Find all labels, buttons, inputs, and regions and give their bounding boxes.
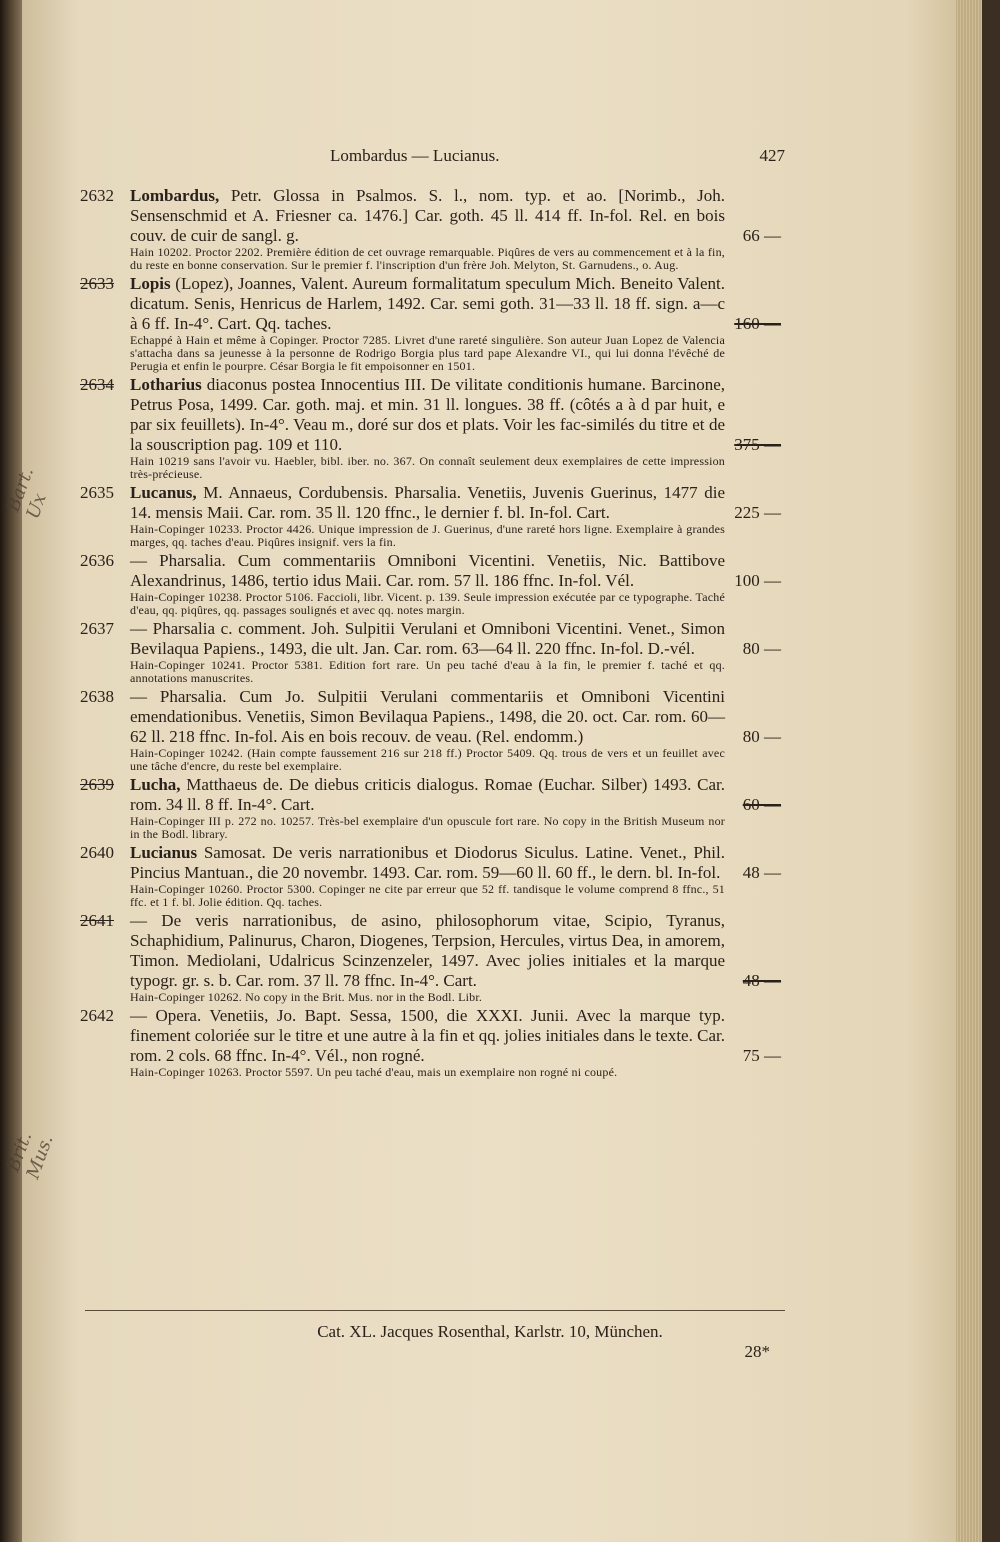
margin-annotation: Bart. Ux <box>2 464 51 522</box>
entry-description <box>130 619 725 659</box>
entry-number: 2639 <box>80 775 114 794</box>
catalog-entry <box>80 843 785 909</box>
catalog-entries <box>80 186 785 1081</box>
entry-author: Lucha, <box>130 775 181 794</box>
entry-price: 80 — <box>742 727 781 746</box>
entry-text: — Pharsalia. Cum Jo. Sulpitii Verulani commentariis et Omniboni Vicentini emendationibus. Venetiis, Simon Bevilaqua Papiens., 1498, die 20. oct. Car. rom. 60—62 ll. 218 ffnc. In-fol. Ais en bois recouv. de veau. (Rel. endomm.) <box>130 687 725 746</box>
margin-annotation: Brit. Mus. <box>2 1129 58 1182</box>
entry-text: Matthaeus de. De diebus criticis dialogus. Romae (Euchar. Silber) 1493. Car. rom. 34 ll. 8 ff. In-4°. Cart. <box>130 775 725 814</box>
entry-number: 2634 <box>80 375 114 394</box>
entry-author: Lopis <box>130 274 171 293</box>
catalog-entry <box>80 186 785 272</box>
entry-text: Petr. Glossa in Psalmos. S. l., nom. typ. et ao. [Norimb., Joh. Sensenschmid et A. Friesner ca. 1476.] Car. goth. 45 ll. 414 ff. In-fol. Rel. en bois couv. de cuir de sangl. g. <box>130 186 725 245</box>
entry-bibliographic-note: Hain-Copinger 10233. Proctor 4426. Unique impression de J. Guerinus, d'une rareté hors ligne. Exemplaire à grandes marges, qq. taches d'eau. Piqûres insignif. vers la fin. <box>130 522 725 549</box>
entry-bibliographic-note: Hain-Copinger 10262. No copy in the Brit. Mus. nor in the Bodl. Libr. <box>130 990 483 1004</box>
entry-price: 160 — <box>734 314 781 333</box>
entry-description <box>130 274 725 334</box>
catalog-entry <box>80 551 785 617</box>
entry-description <box>130 375 725 455</box>
footer-rule <box>85 1310 785 1311</box>
catalog-entry <box>80 483 785 549</box>
entry-number: 2632 <box>80 186 114 205</box>
catalog-entry <box>80 619 785 685</box>
entry-bibliographic-note: Hain-Copinger 10260. Proctor 5300. Copinger ne cite par erreur que 52 ff. tandisque le volume comprend 8 ffnc., 51 ffc. et 1 f. bl. Jolie édition. Qq. taches. <box>130 882 725 909</box>
entry-author: Lombardus, <box>130 186 220 205</box>
entry-price: 375 — <box>734 435 781 454</box>
entry-price: 48 — <box>742 863 781 882</box>
entry-text: diaconus postea Innocentius III. De vilitate conditionis humane. Barcinone, Petrus Posa, 1499. Car. goth. maj. et min. 31 ll. longues. 38 ff. (côtés a à d par huit, e par six feuillets). In-4°. Veau m., doré sur dos et plats. Voir les fac-similés du titre et de la souscription pag. 109 et 110. <box>130 375 725 454</box>
running-title: Lombardus — Lucianus. <box>330 146 500 165</box>
entry-bibliographic-note: Hain-Copinger 10263. Proctor 5597. Un peu taché d'eau, mais un exemplaire non rogné ni coupé. <box>130 1065 618 1079</box>
entry-price: 100 — <box>734 571 781 590</box>
entry-price: 66 — <box>742 226 781 245</box>
entry-description <box>130 551 725 591</box>
entry-bibliographic-note: Hain 10202. Proctor 2202. Première édition de cet ouvrage remarquable. Piqûres de vers au commencement et à la fin, du reste en bonne conservation. Sur le premier f. l'inscription d'un frère Joh. Melyton, St. Garnudens., o. Aug. <box>130 245 725 272</box>
entry-description <box>130 1006 725 1066</box>
entry-text: — De veris narrationibus, de asino, philosophorum vitae, Scipio, Tyranus, Schaphidium, Palinurus, Charon, Diogenes, Terpsion, Hercules, virtus Dea, in amorem, Timon. Mediolani, Udalricus Scinzenzeler, 1497. Avec jolies initiales et la marque typogr. gr. s. b. Car. rom. 37 ll. 78 ffnc. In-4°. Cart. <box>130 911 725 990</box>
entry-price: 75 — <box>742 1046 781 1065</box>
entry-description <box>130 687 725 747</box>
entry-bibliographic-note: Hain 10219 sans l'avoir vu. Haebler, bibl. iber. no. 367. On connaît seulement deux exemplaires de cette impression très-précieuse. <box>130 454 725 481</box>
entry-author: Lotharius <box>130 375 202 394</box>
footer-imprint: Cat. XL. Jacques Rosenthal, Karlstr. 10, München. <box>317 1322 663 1341</box>
entry-price: 48 — <box>742 971 781 990</box>
entry-number: 2635 <box>80 483 114 502</box>
entry-bibliographic-note: Hain-Copinger 10242. (Hain compte faussement 216 sur 218 ff.) Proctor 5409. Qq. trous de vers et un feuillet avec une tâche d'encre, du reste bel exemplaire. <box>130 746 725 773</box>
entry-description <box>130 843 725 883</box>
entry-bibliographic-note: Hain-Copinger 10238. Proctor 5106. Faccioli, libr. Vicent. p. 139. Seule impression exécutée par ce typographe. Taché d'eau, qq. piqûres, qq. passages soulignés et avec qq. notes margin. <box>130 590 725 617</box>
catalog-entry <box>80 687 785 773</box>
entry-bibliographic-note: Echappé à Hain et même à Copinger. Proctor 7285. Livret d'une rareté singulière. Son auteur Juan Lopez de Valencia s'attacha dans sa jeunesse à la personne de Rodrigo Borgia plus tard pape Alexandre VI., qui lui donna l'évêché de Perugia et enfin le pourpre. César Borgia le fit empoisonner en 1501. <box>130 333 725 373</box>
entry-text: M. Annaeus, Cordubensis. Pharsalia. Venetiis, Juvenis Guerinus, 1477 die 14. mensis Maii. Car. rom. 35 ll. 120 ffnc., le dernier f. bl. In-fol. Cart. <box>130 483 725 522</box>
entry-text: — Opera. Venetiis, Jo. Bapt. Sessa, 1500, die XXXI. Junii. Avec la marque typ. finement coloriée sur le titre et une autre à la fin et qq. jolies initiales dans le texte. Car. rom. 2 cols. 68 ffnc. In-4°. Vél., non rogné. <box>130 1006 725 1065</box>
signature-mark: 28* <box>744 1342 770 1361</box>
page-number: 427 <box>759 146 785 165</box>
entry-text: (Lopez), Joannes, Valent. Aureum formalitatum speculum Mich. Beneito Valent. dicatum. Senis, Henricus de Harlem, 1492. Car. semi goth. 31—33 ll. 18 ff. sign. a—c à 6 ff. In-4°. Cart. Qq. taches. <box>130 274 725 333</box>
entry-number: 2641 <box>80 911 114 930</box>
entry-bibliographic-note: Hain-Copinger III p. 272 no. 10257. Très-bel exemplaire d'un opuscule fort rare. No copy in the British Museum nor in the Bodl. library. <box>130 814 725 841</box>
page-edges <box>956 0 982 1542</box>
entry-description <box>130 186 725 246</box>
catalog-entry <box>80 1006 785 1079</box>
entry-number: 2637 <box>80 619 114 638</box>
entry-number: 2636 <box>80 551 114 570</box>
entry-description <box>130 483 725 523</box>
entry-number: 2638 <box>80 687 114 706</box>
entry-author: Lucanus, <box>130 483 197 502</box>
entry-number: 2633 <box>80 274 114 293</box>
entry-price: 80 — <box>742 639 781 658</box>
entry-author: Lucianus <box>130 843 198 862</box>
catalog-entry <box>80 375 785 481</box>
entry-text: — Pharsalia c. comment. Joh. Sulpitii Verulani et Omniboni Vicentini. Venet., Simon Bevilaqua Papiens., 1493, die ult. Jan. Car. rom. 63—64 ll. 220 ffnc. In-fol. D.-vél. <box>130 619 725 658</box>
entry-price: 225 — <box>734 503 781 522</box>
entry-text: Samosat. De veris narrationibus et Diodorus Siculus. Latine. Venet., Phil. Pincius Mantuan., die 20 novembr. 1493. Car. rom. 59—60 ll. 60 ff., le dern. bl. In-fol. <box>130 843 725 882</box>
entry-description <box>130 911 725 991</box>
catalog-entry <box>80 274 785 373</box>
entry-bibliographic-note: Hain-Copinger 10241. Proctor 5381. Edition fort rare. Un peu taché d'eau à la fin, le premier f. taché et qq. annotations manuscrites. <box>130 658 725 685</box>
entry-number: 2640 <box>80 843 114 862</box>
entry-description <box>130 775 725 815</box>
catalog-entry <box>80 775 785 841</box>
entry-number: 2642 <box>80 1006 114 1025</box>
entry-price: 60 — <box>742 795 781 814</box>
catalog-entry <box>80 911 785 1004</box>
entry-text: — Pharsalia. Cum commentariis Omniboni Vicentini. Venetiis, Nic. Battibove Alexandrinus, 1486, tertio idus Maii. Car. rom. 57 ll. 186 ffnc. In-fol. Vél. <box>130 551 725 590</box>
